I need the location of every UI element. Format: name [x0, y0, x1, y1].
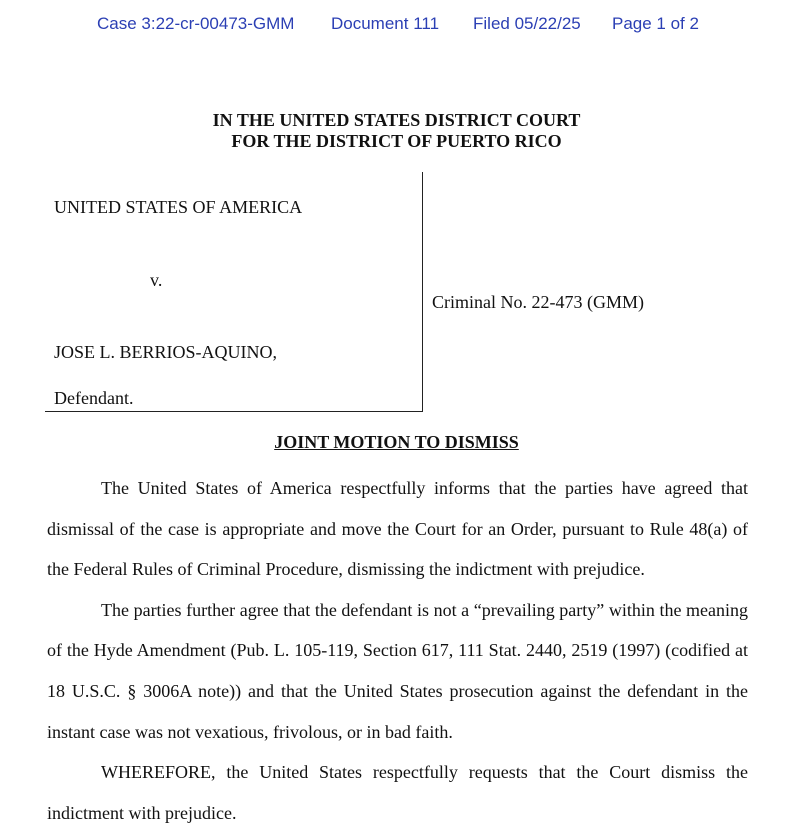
document-number-stamp: Document 111	[331, 14, 440, 33]
motion-title: JOINT MOTION TO DISMISS	[274, 432, 519, 452]
caption-vertical-divider	[422, 172, 423, 412]
motion-paragraph: The parties further agree that the defendant is not a “prevailing party” within the meaning of the Hyde Amendment (Pub. L. 105-119, Section 617, 111 Stat. 2440, 2519 (1997) (codified at 18 U.S.C. § 3006A note)) and that the United States prosecution against the defendant in the instant case was not vexatious, frivolous, or in bad faith.	[47, 599, 748, 742]
defendant-name: JOSE L. BERRIOS-AQUINO,	[54, 342, 278, 362]
defendant-label: Defendant.	[54, 388, 134, 408]
ecf-header-stamp	[0, 14, 793, 38]
filed-date-stamp: Filed 05/22/25	[473, 14, 581, 33]
motion-paragraph: WHEREFORE, the United States respectfully requests that the Court dismiss the indictment with prejudice.	[47, 762, 748, 823]
motion-body	[47, 468, 748, 833]
court-heading	[0, 110, 793, 152]
case-number-stamp: Case 3:22-cr-00473-GMM	[97, 14, 295, 33]
versus-label: v.	[150, 270, 163, 290]
court-district: FOR THE DISTRICT OF PUERTO RICO	[231, 131, 562, 151]
plaintiff-name: UNITED STATES OF AMERICA	[54, 197, 303, 217]
court-name: IN THE UNITED STATES DISTRICT COURT	[212, 110, 581, 130]
page-count-stamp: Page 1 of 2	[612, 14, 699, 33]
criminal-number: Criminal No. 22-473 (GMM)	[432, 292, 644, 312]
motion-paragraph: The United States of America respectfully informs that the parties have agreed that dismissal of the case is appropriate and move the Court for an Order, pursuant to Rule 48(a) of the Federal Rules of Criminal Procedure, dismissing the indictment with prejudice.	[47, 478, 748, 580]
caption-horizontal-divider	[45, 411, 423, 412]
